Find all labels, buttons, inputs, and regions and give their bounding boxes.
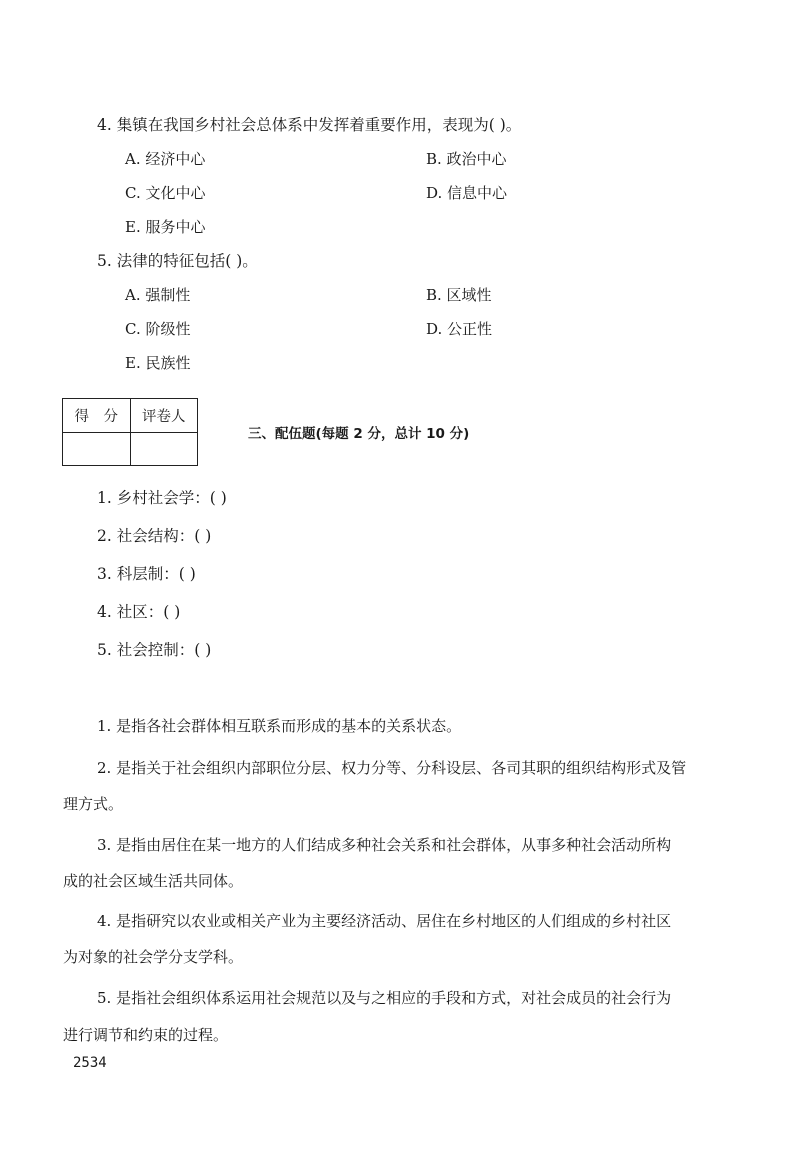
question-5-stem: 5. 法律的特征包括( )。 (97, 252, 258, 270)
matching-item-1: 1. 乡村社会学：( ) (97, 489, 227, 507)
definition-5-line-1: 5. 是指社会组织体系运用社会规范以及与之相应的手段和方式，对社会成员的社会行为 (97, 989, 672, 1007)
question-5-option-e: E. 民族性 (125, 354, 191, 372)
question-5-option-d: D. 公正性 (426, 320, 493, 338)
question-5-option-a: A. 强制性 (125, 286, 191, 304)
grader-header: 评卷人 (130, 399, 198, 433)
question-5-option-c: C. 阶级性 (125, 320, 191, 338)
definition-3-line-2: 成的社会区域生活共同体。 (63, 872, 244, 890)
question-4-option-b: B. 政治中心 (426, 150, 507, 168)
definition-5-line-2: 进行调节和约束的过程。 (63, 1026, 229, 1044)
definition-1: 1. 是指各社会群体相互联系而形成的基本的关系状态。 (97, 717, 462, 735)
score-table (62, 398, 198, 466)
matching-item-3: 3. 科层制：( ) (97, 565, 196, 583)
score-cell[interactable] (63, 432, 131, 466)
section-3-title: 三、配伍题(每题 2 分，总计 10 分) (248, 426, 470, 442)
definition-4-line-1: 4. 是指研究以农业或相关产业为主要经济活动、居住在乡村地区的人们组成的乡村社区 (97, 912, 672, 930)
score-header: 得 分 (63, 399, 131, 433)
question-4-option-c: C. 文化中心 (125, 184, 206, 202)
question-4-option-e: E. 服务中心 (125, 218, 206, 236)
definition-4-line-2: 为对象的社会学分支学科。 (63, 948, 244, 966)
grader-cell[interactable] (130, 432, 198, 466)
question-4-option-d: D. 信息中心 (426, 184, 508, 202)
question-4-option-a: A. 经济中心 (125, 150, 206, 168)
matching-item-2: 2. 社会结构：( ) (97, 527, 212, 545)
definition-3-line-1: 3. 是指由居住在某一地方的人们结成多种社会关系和社会群体，从事多种社会活动所构 (97, 836, 672, 854)
matching-item-4: 4. 社区：( ) (97, 603, 181, 621)
question-5-option-b: B. 区域性 (426, 286, 492, 304)
page-number: 2534 (73, 1055, 107, 1071)
matching-item-5: 5. 社会控制：( ) (97, 641, 212, 659)
question-4-stem: 4. 集镇在我国乡村社会总体系中发挥着重要作用，表现为( )。 (97, 116, 522, 134)
definition-2-line-2: 理方式。 (63, 795, 124, 813)
definition-2-line-1: 2. 是指关于社会组织内部职位分层、权力分等、分科设层、各司其职的组织结构形式及管 (97, 759, 687, 777)
